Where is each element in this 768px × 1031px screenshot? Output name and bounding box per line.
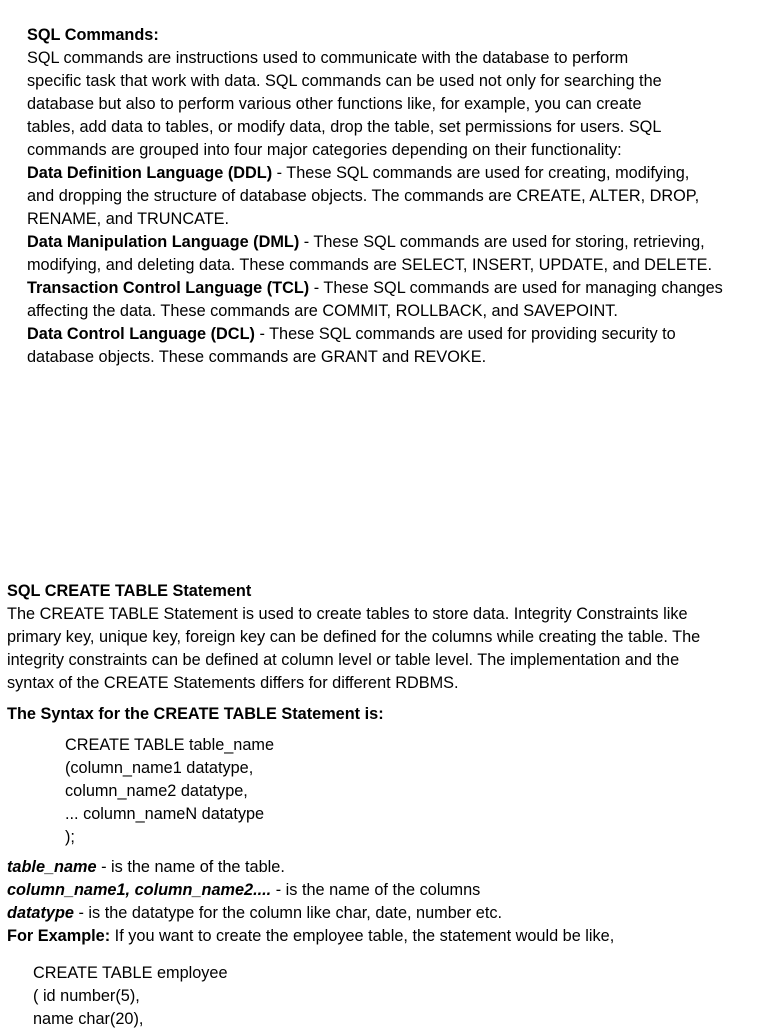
create-intro-line: syntax of the CREATE Statements differs for different RDBMS.	[7, 674, 459, 692]
syntax-code-line: (column_name1 datatype,	[65, 759, 254, 777]
def-column-names	[7, 879, 614, 902]
def-desc: - is the name of the table.	[96, 858, 285, 876]
intro-line: database but also to perform various other functions like, for example, you can create	[27, 95, 642, 113]
syntax-code-line: CREATE TABLE table_name	[65, 736, 275, 754]
def-desc: - is the name of the columns	[271, 881, 481, 899]
tcl-desc-line: affecting the data. These commands are COMMIT, ROLLBACK, and SAVEPOINT.	[27, 302, 618, 320]
ddl-term: Data Definition Language (DDL)	[27, 164, 273, 182]
ddl-desc-line: and dropping the structure of database objects. The commands are CREATE, ALTER, DROP,	[27, 187, 700, 205]
create-intro-line: The CREATE TABLE Statement is used to create tables to store data. Integrity Constraints like	[7, 605, 688, 623]
dml-desc: - These SQL commands are used for storing, retrieving,	[299, 233, 705, 251]
ddl-desc: - These SQL commands are used for creating, modifying,	[272, 164, 690, 182]
ddl-desc-line: RENAME, and TRUNCATE.	[27, 210, 230, 228]
example-desc: If you want to create the employee table, the statement would be like,	[110, 927, 615, 945]
dml-line	[27, 231, 762, 254]
sql-commands-section	[27, 24, 762, 369]
def-term: datatype	[7, 904, 74, 922]
syntax-code-line: );	[65, 828, 75, 846]
example-code-block	[33, 962, 228, 1031]
def-desc: - is the datatype for the column like char, date, number etc.	[73, 904, 503, 922]
syntax-heading: The Syntax for the CREATE TABLE Statement is:	[7, 705, 384, 723]
create-table-section	[7, 580, 765, 695]
syntax-code-line: ... column_nameN datatype	[65, 805, 265, 823]
create-table-title: SQL CREATE TABLE Statement	[7, 582, 252, 600]
example-code-line: CREATE TABLE employee	[33, 964, 228, 982]
create-intro-line: integrity constraints can be defined at column level or table level. The implementation and the	[7, 651, 680, 669]
example-code-line: ( id number(5),	[33, 987, 140, 1005]
tcl-term: Transaction Control Language (TCL)	[27, 279, 310, 297]
example-code-line: name char(20),	[33, 1010, 144, 1028]
dml-term: Data Manipulation Language (DML)	[27, 233, 300, 251]
def-term: table_name	[7, 858, 97, 876]
def-datatype	[7, 902, 614, 925]
example-term: For Example:	[7, 927, 111, 945]
tcl-line	[27, 277, 762, 300]
sql-commands-title: SQL Commands:	[27, 26, 159, 44]
dcl-desc-line: database objects. These commands are GRANT and REVOKE.	[27, 348, 487, 366]
def-term: column_name1, column_name2....	[7, 881, 272, 899]
intro-line: SQL commands are instructions used to communicate with the database to perform	[27, 49, 629, 67]
syntax-code-block	[65, 734, 274, 849]
example-intro	[7, 925, 614, 948]
definitions-block	[7, 856, 614, 948]
intro-line: specific task that work with data. SQL commands can be used not only for searching the	[27, 72, 662, 90]
syntax-code-line: column_name2 datatype,	[65, 782, 248, 800]
tcl-desc: - These SQL commands are used for managing changes	[309, 279, 723, 297]
ddl-line	[27, 162, 762, 185]
create-intro-line: primary key, unique key, foreign key can be defined for the columns while creating the table. The	[7, 628, 701, 646]
dcl-term: Data Control Language (DCL)	[27, 325, 255, 343]
intro-line: tables, add data to tables, or modify data, drop the table, set permissions for users. SQL	[27, 118, 662, 136]
dcl-desc: - These SQL commands are used for providing security to	[254, 325, 676, 343]
def-table-name	[7, 856, 614, 879]
dcl-line	[27, 323, 762, 346]
intro-line: commands are grouped into four major categories depending on their functionality:	[27, 141, 622, 159]
dml-desc-line: modifying, and deleting data. These commands are SELECT, INSERT, UPDATE, and DELETE.	[27, 256, 713, 274]
